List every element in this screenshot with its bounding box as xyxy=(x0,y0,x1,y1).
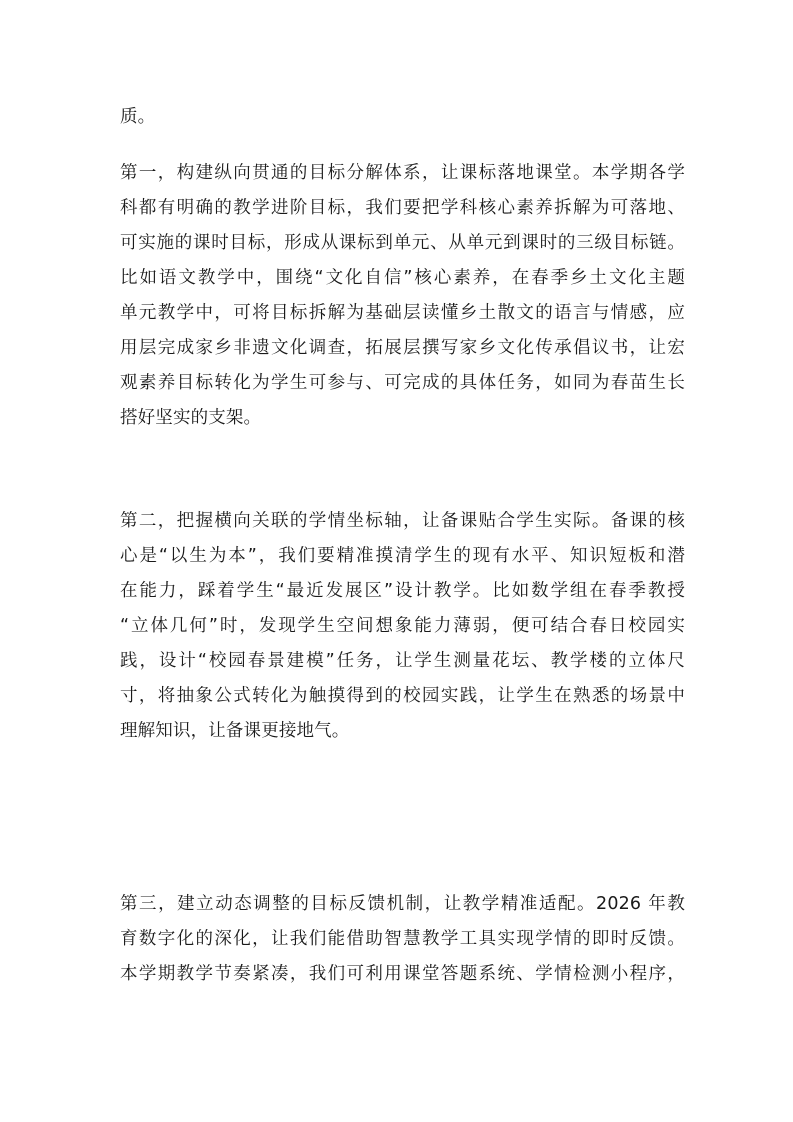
text-line: “立体几何”时，发现学生空间想象能力薄弱，便可结合春日校园实 xyxy=(120,616,685,636)
paragraph-continuation xyxy=(120,100,685,135)
text-line: 比如语文教学中，围绕“文化自信”核心素养，在春季乡土文化主题 xyxy=(120,268,685,288)
paragraph-point-two xyxy=(120,504,685,749)
text-line: 单元教学中，可将目标拆解为基础层读懂乡土散文的语言与情感，应 xyxy=(120,303,685,323)
text-line: 心是“以生为本”，我们要精准摸清学生的现有水平、知识短板和潜 xyxy=(120,546,685,566)
text-line: 在能力，踩着学生“最近发展区”设计教学。比如数学组在春季教授 xyxy=(120,581,685,601)
text-line: 搭好坚实的支架。 xyxy=(120,408,262,428)
text-line: 观素养目标转化为学生可参与、可完成的具体任务，如同为春苗生长 xyxy=(120,373,685,393)
paragraph-point-one xyxy=(120,156,685,436)
text-line: 理解知识，让备课更接地气。 xyxy=(120,721,350,741)
text-line: 践，设计“校园春景建模”任务，让学生测量花坛、教学楼的立体尺 xyxy=(120,651,685,671)
text-line: 第二，把握横向关联的学情坐标轴，让备课贴合学生实际。备课的核 xyxy=(120,511,685,531)
paragraph-point-three xyxy=(120,887,685,992)
text-line: 用层完成家乡非遗文化调查，拓展层撰写家乡文化传承倡议书，让宏 xyxy=(120,338,685,358)
text-line: 第三，建立动态调整的目标反馈机制，让教学精准适配。2026 年教 xyxy=(120,894,685,914)
text-line: 本学期教学节奏紧凑，我们可利用课堂答题系统、学情检测小程序， xyxy=(120,964,685,984)
text-line: 科都有明确的教学进阶目标，我们要把学科核心素养拆解为可落地、 xyxy=(120,198,685,218)
text-line: 可实施的课时目标，形成从课标到单元、从单元到课时的三级目标链。 xyxy=(120,233,685,253)
text-line: 质。 xyxy=(120,107,156,127)
text-line: 第一，构建纵向贯通的目标分解体系，让课标落地课堂。本学期各学 xyxy=(120,163,685,183)
text-line: 寸，将抽象公式转化为触摸得到的校园实践，让学生在熟悉的场景中 xyxy=(120,686,685,706)
text-line: 育数字化的深化，让我们能借助智慧教学工具实现学情的即时反馈。 xyxy=(120,929,685,949)
